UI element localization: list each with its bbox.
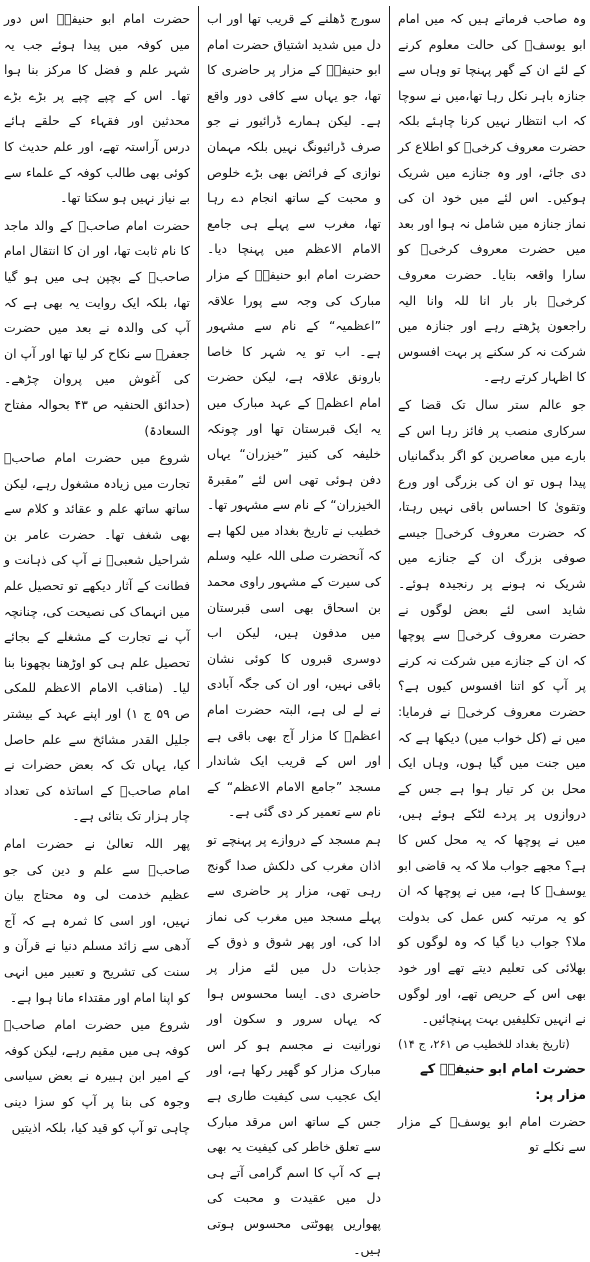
paragraph: سورج ڈھلنے کے قریب تھا اور اب دل میں شدید اشتیاق حضرت امام ابو حنیفہؒ کے مزار پر حاضری کا تھا، جو یہاں سے کافی دور واقع ہے۔ لیکن ہمارے ڈرائیور نے جو صرف ڈرائیونگ نہیں بلکہ مہمان نوازی کے فرائض بھی بڑے خلوص و محبت کے ساتھ انجام دے رہا تھا، مغرب سے پہلے ہی جامع الامام الاعظم میں پہنچا دیا۔ حضرت امام ابو حنیفہؒ کے مزار مبارک کی وجہ سے پورا علاقہ ”اعظمیہ“ کے نام سے مشہور ہے۔ اب تو یہ شہر کا خاصا بارونق علاقہ ہے، لیکن حضرت امام اعظمؒ کے عہد مبارک میں یہ ایک قبرستان تھا اور چونکہ خلیفہ کی کنیز ”خیزران“ یہاں دفن ہوئی تھی اس لئے ”مقبرۃ الخیزران“ کے نام سے مشہور تھا۔ خطیب نے تاریخ بغداد میں لکھا ہے کہ آنحضرت صلی اللہ علیہ وسلم کی سیرت کے مشہور راوی محمد بن اسحاق بھی اسی قبرستان میں مدفون ہیں، لیکن اب دوسری قبروں کا کوئی نشان باقی نہیں، اور ان کی جگہ آبادی نے لے لی ہے، البتہ حضرت امام اعظمؒ کا مزار آج بھی باقی ہے اور اس کے قریب ایک شاندار مسجد ”جامع الامام الاعظم“ کے نام سے تعمیر کر دی گئی ہے۔ [207,11,381,820]
paragraph: ہم مسجد کے دروازے پر پہنچے تو اذان مغرب کی دلکش صدا گونج رہی تھی، مزار پر حاضری سے پہلے مسجد میں مغرب کی نماز ادا کی، اور پھر شوق و ذوق کے جذبات دل میں لئے مزار پر حاضری دی۔ ایسا محسوس ہوا کہ یہاں سرور و سکون اور نورانیت نے مجسم ہو کر اس مبارک مزار کو گھیر رکھا ہے، اور ایک عجیب سی کیفیت طاری ہے جس کے ساتھ اس مرقد مبارک سے تعلق خاطر کی کیفیت یہ بھی ہے کہ آپ کا اسم گرامی آتے ہی دل میں عقیدت و محبت کی پھواریں پھوٹتی محسوس ہوتی ہیں۔ [207,832,381,1257]
paragraph: جو عالم ستر سال تک قضا کے سرکاری منصب پر فائز رہا اس کے بارے میں معاصرین کو اگر بدگمانیاں پیدا ہوں تو ان کی بزرگی اور ورع وتقویٰ کا احساس باقی نہیں رہتا، کہ حضرت معروف کرخیؒ جیسے صوفی بزرگ ان کے جنازے میں شریک نہ ہونے پر رنجیدہ ہوئے۔ شاید اسی لئے بعض لوگوں نے حضرت معروف کرخیؒ سے پوچھا کہ ان کے جنازے میں شرکت نہ کرنے پر آپ کو اتنا افسوس کیوں ہے؟ حضرت معروف کرخیؒ نے فرمایا: میں نے (کل خواب میں) دیکھا ہے کہ میں جنت میں گیا ہوں، وہاں ایک محل بن کر تیار ہوا ہے جس کے دروازوں پر پردے لٹکے ہوئے ہیں، میں نے پوچھا کہ یہ محل کس کا ہے؟ مجھے جواب ملا کہ یہ قاضی ابو یوسفؒ کا ہے، میں نے پوچھا کہ ان کو یہ مرتبہ کس عمل کی بدولت ملا؟ جواب دیا گیا کہ وہ لوگوں کو بھلائی کی تعلیم دیتے تھے اور خود بھی اس کے حریص تھے، اور لوگوں نے انہیں تکلیفیں بہت پہنچائیں۔ [398,396,586,1027]
text-column-right [390,6,586,1155]
paragraph: شروع میں حضرت امام صاحبؒ کوفہ ہی میں مقیم رہے، لیکن کوفہ کے امیر ابن ہبیرہ نے بعض سیاسی وجوہ کی بنا پر آپ کو سزا دینی چاہی تو آپ کو قید کیا، بلکہ اذیتیں [4,1017,190,1135]
paragraph: حضرت امام صاحبؒ کے والد ماجد کا نام ثابت تھا، اور ان کا انتقال امام صاحبؒ کے بچپن ہی میں ہو گیا تھا، بلکہ ایک روایت یہ بھی ہے کہ آپ کی والدہ نے بعد میں حضرت جعفرؒ سے نکاح کر لیا تھا اور آپ ان کی آغوش میں پروان چڑھے۔ (حدائق الحنفیہ ص ۴۳ بحوالہ مفتاح السعادۃ) [4,217,190,438]
citation: (تاریخ بغداد للخطیب ص ۲۶۱، ج ۱۴) [398,1036,570,1051]
section-heading: حضرت امام ابو حنیفہؒ کے مزار پر: [420,1062,586,1103]
paragraph: حضرت امام ابو یوسفؒ کے مزار سے نکلے تو [398,1113,586,1155]
paragraph: شروع میں حضرت امام صاحبؒ تجارت میں زیادہ مشغول رہے، لیکن ساتھ ساتھ علم و عقائد و کلام سے بھی شغف تھا۔ حضرت عامر بن شراحیل شعبیؒ نے آپ کی ذہانت و فطانت کے آثار دیکھے تو تحصیل علم میں انہماک کی نصیحت کی، چنانچہ آپ نے تجارت کے مشغلے کے بجائے تحصیل علم ہی کو اوڑھنا بچھونا بنا لیا۔ (مناقب الامام الاعظم للمکی ص ۵۹ ج ۱) اور اپنے عہد کے بیشتر جلیل القدر مشائخ سے علم حاصل کیا، یہاں تک کہ بعض حضرات نے امام صاحبؒ کے اساتذہ کی تعداد چار ہزار تک بتائی ہے۔ [4,450,190,824]
text-column-middle [198,6,390,1257]
paragraph: وہ صاحب فرماتے ہیں کہ میں امام ابو یوسفؒ کی حالت معلوم کرنے کے لئے ان کے گھر پہنچا تو وہاں سے جنازہ باہر نکل رہا تھا،میں نے سوچا کہ اب انتظار نہیں کرنا چاہئے بلکہ حضرت معروف کرخیؒ کو اطلاع کر دی جائے، اور وہ جنازے میں شریک ہوکیں۔ اس لئے میں خود ان کی نماز جنازہ میں شامل نہ ہوا اور بعد میں حضرت معروف کرخیؒ کو سارا واقعہ بتایا۔ حضرت معروف کرخیؒ بار بار انا للہ وانا الیہ راجعون پڑھتے رہے اور جنازہ میں شرکت نہ کر سکنے پر بہت افسوس کا اظہار کرتے رہے۔ [398,11,586,385]
paragraph: پھر اللہ تعالیٰ نے حضرت امام صاحبؒ سے علم و دین کی جو عظیم خدمت لی وہ محتاج بیان نہیں، اور اسی کا ثمرہ ہے کہ آج آدھی سے زائد مسلم دنیا نے قرآن و سنت کی تشریح و تعبیر میں انہی کو اپنا امام اور مقتداء مانا ہوا ہے۔ [4,836,190,1005]
paragraph: حضرت امام ابو حنیفہؒ اس دور میں کوفہ میں پیدا ہوئے جب یہ شہر علم و فضل کا مرکز بنا ہوا تھا۔ اس کے چپے چپے پر بڑے بڑے محدثین اور فقہاء کے حلقے ہائے درس آراستہ تھے، اور علم حدیث کا کوئی بھی طالب کوفہ کے علماء سے بے نیاز نہیں ہو سکتا تھا۔ [4,11,190,206]
text-column-left [4,6,198,1135]
